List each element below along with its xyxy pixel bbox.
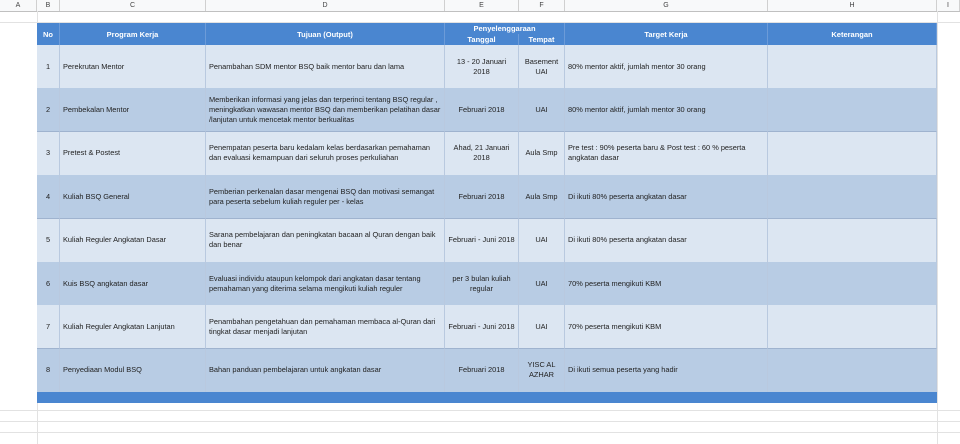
cell-tujuan[interactable]: Penambahan SDM mentor BSQ baik mentor baru dan lama — [206, 45, 445, 89]
cell-keterangan[interactable] — [768, 349, 937, 393]
cell-target-kerja[interactable]: Pre test : 90% peserta baru & Post test : 60 % peserta angkatan dasar — [565, 132, 768, 176]
cell-keterangan[interactable] — [768, 262, 937, 306]
grid-line — [0, 432, 960, 433]
cell-no[interactable]: 2 — [37, 88, 60, 132]
table-footer-bar — [37, 392, 937, 403]
cell-program-kerja[interactable]: Kuliah Reguler Angkatan Dasar — [60, 219, 206, 263]
cell-no[interactable]: 1 — [37, 45, 60, 89]
cell-tujuan[interactable]: Penempatan peserta baru kedalam kelas berdasarkan pemahaman dan evaluasi kemampuan dari seluruh proses perkuliahan — [206, 132, 445, 176]
header-tanggal: Tanggal — [445, 34, 519, 45]
cell-target-kerja[interactable]: 70% peserta mengikuti KBM — [565, 262, 768, 306]
column-header-d[interactable]: D — [206, 0, 445, 11]
header-program-kerja: Program Kerja — [60, 23, 206, 45]
cell-target-kerja[interactable]: Di ikuti semua peserta yang hadir — [565, 349, 768, 393]
column-header-b[interactable]: B — [37, 0, 60, 11]
header-no: No — [37, 23, 60, 45]
cell-no[interactable]: 5 — [37, 219, 60, 263]
header-penyelenggaraan: Penyelenggaraan — [445, 23, 565, 34]
header-tujuan: Tujuan (Output) — [206, 23, 445, 45]
cell-keterangan[interactable] — [768, 132, 937, 176]
cell-no[interactable]: 3 — [37, 132, 60, 176]
cell-keterangan[interactable] — [768, 175, 937, 219]
cell-tanggal[interactable]: Februari 2018 — [445, 175, 519, 219]
cell-program-kerja[interactable]: Penyediaan Modul BSQ — [60, 349, 206, 393]
cell-tanggal[interactable]: Februari 2018 — [445, 349, 519, 393]
cell-tempat[interactable]: UAI — [519, 219, 565, 263]
cell-target-kerja[interactable]: 70% peserta mengikuti KBM — [565, 305, 768, 349]
column-header-f[interactable]: F — [519, 0, 565, 11]
cell-keterangan[interactable] — [768, 305, 937, 349]
cell-no[interactable]: 4 — [37, 175, 60, 219]
column-header-h[interactable]: H — [768, 0, 937, 11]
cell-tempat[interactable]: UAI — [519, 88, 565, 132]
cell-no[interactable]: 6 — [37, 262, 60, 306]
cell-tujuan[interactable]: Sarana pembelajaran dan peningkatan bacaan al Quran dengan baik dan benar — [206, 219, 445, 263]
column-header-i[interactable]: I — [937, 0, 960, 11]
cell-program-kerja[interactable]: Kuis BSQ angkatan dasar — [60, 262, 206, 306]
cell-target-kerja[interactable]: 80% mentor aktif, jumlah mentor 30 orang — [565, 88, 768, 132]
cell-keterangan[interactable] — [768, 88, 937, 132]
cell-tujuan[interactable]: Pemberian perkenalan dasar mengenai BSQ dan motivasi semangat para peserta sebelum kuliah reguler per - kelas — [206, 175, 445, 219]
cell-tujuan[interactable]: Bahan panduan pembelajaran untuk angkatan dasar — [206, 349, 445, 393]
header-tempat: Tempat — [519, 34, 565, 45]
grid-line — [0, 410, 960, 411]
cell-tempat[interactable]: Aula Smp — [519, 132, 565, 176]
cell-tempat[interactable]: YISC AL AZHAR — [519, 349, 565, 393]
cell-keterangan[interactable] — [768, 45, 937, 89]
cell-tanggal[interactable]: 13 - 20 Januari 2018 — [445, 45, 519, 89]
cell-tanggal[interactable]: Februari 2018 — [445, 88, 519, 132]
grid-line — [0, 421, 960, 422]
grid-line — [937, 11, 938, 444]
cell-tempat[interactable]: UAI — [519, 305, 565, 349]
cell-tujuan[interactable]: Memberikan informasi yang jelas dan terperinci tentang BSQ regular , meningkatkan wawasan mentor BSQ dan memberikan pelatihan dasar /lanjutan untuk mencetak mentor berkualitas — [206, 88, 445, 132]
cell-tanggal[interactable]: Februari - Juni 2018 — [445, 219, 519, 263]
cell-program-kerja[interactable]: Pretest & Postest — [60, 132, 206, 176]
column-header-bar — [0, 0, 960, 12]
header-keterangan: Keterangan — [768, 23, 937, 45]
cell-no[interactable]: 7 — [37, 305, 60, 349]
column-header-c[interactable]: C — [60, 0, 206, 11]
column-header-g[interactable]: G — [565, 0, 768, 11]
cell-tanggal[interactable]: per 3 bulan kuliah regular — [445, 262, 519, 306]
column-header-a[interactable]: A — [0, 0, 37, 11]
cell-tempat[interactable]: Basement UAI — [519, 45, 565, 89]
cell-tempat[interactable]: Aula Smp — [519, 175, 565, 219]
cell-program-kerja[interactable]: Kuliah BSQ General — [60, 175, 206, 219]
cell-target-kerja[interactable]: Di ikuti 80% peserta angkatan dasar — [565, 219, 768, 263]
cell-tempat[interactable]: UAI — [519, 262, 565, 306]
cell-target-kerja[interactable]: Di ikuti 80% peserta angkatan dasar — [565, 175, 768, 219]
cell-tanggal[interactable]: Februari - Juni 2018 — [445, 305, 519, 349]
cell-tanggal[interactable]: Ahad, 21 Januari 2018 — [445, 132, 519, 176]
cell-target-kerja[interactable]: 80% mentor aktif, jumlah mentor 30 orang — [565, 45, 768, 89]
cell-tujuan[interactable]: Evaluasi individu ataupun kelompok dari angkatan dasar tentang pemahaman yang diterima selama mengikuti kuliah reguler — [206, 262, 445, 306]
cell-program-kerja[interactable]: Perekrutan Mentor — [60, 45, 206, 89]
column-header-e[interactable]: E — [445, 0, 519, 11]
cell-tujuan[interactable]: Penambahan pengetahuan dan pemahaman membaca al-Quran dari tingkat dasar menjadi lanjutan — [206, 305, 445, 349]
cell-no[interactable]: 8 — [37, 349, 60, 393]
cell-program-kerja[interactable]: Pembekalan Mentor — [60, 88, 206, 132]
cell-program-kerja[interactable]: Kuliah Reguler Angkatan Lanjutan — [60, 305, 206, 349]
cell-keterangan[interactable] — [768, 219, 937, 263]
header-target-kerja: Target Kerja — [565, 23, 768, 45]
